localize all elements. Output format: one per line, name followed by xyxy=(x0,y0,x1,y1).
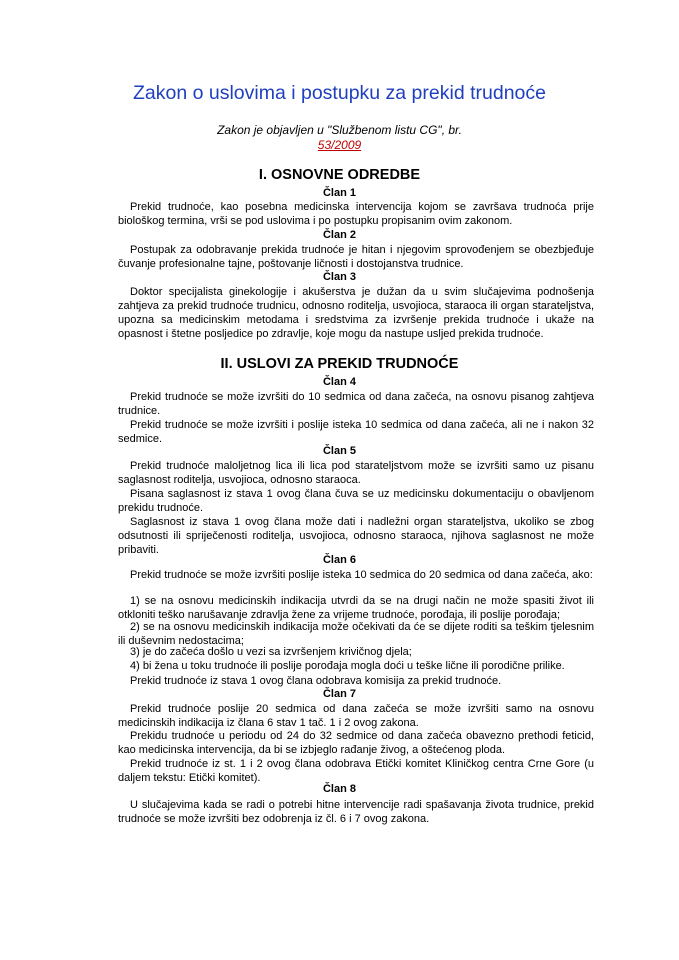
article-2-label: Član 2 xyxy=(322,229,356,241)
document-title: Zakon o uslovima i postupku za prekid trudnoće xyxy=(133,82,546,104)
article-2-paragraph: Postupak za odobravanje prekida trudnoće je hitan i njegovim sprovođenjem se obezbjeđuje čuvanje profesionalne tajne, poštovanje ličnosti i dostojanstva trudnice. xyxy=(118,244,594,270)
article-1-label: Član 1 xyxy=(322,187,356,199)
article-6-item-1: 1) se na osnovu medicinskih indikacija utvrdi da se na drugi način ne može spasiti život ili otkloniti teško narušavanje zdravlja žene za vrijeme trudnoće, porođaja, ili poslije porođaja; xyxy=(118,595,594,621)
article-3-paragraph: Doktor specijalista ginekologije i akušerstva je dužan da u svim slučajevima podnošenja zahtjeva za prekid trudnoće trudnicu, odnosno roditelja, usvojioca, staraoca ili organ starateljstva, upozna sa medicinskim metodama i sredstvima za izvršenje prekida trudnoće i ukaže na opasnost i štetne posljedice po zdravlje, koje mogu da nastupe usljed prekida trudnoće. xyxy=(118,286,594,340)
article-6-item-3: 3) je do začeća došlo u vezi sa izvršenjem krivičnog djela; xyxy=(130,646,412,658)
article-7-paragraph-3: Prekid trudnoće iz st. 1 i 2 ovog člana odobrava Etički komitet Kliničkog centra Crne Gore (u daljem tekstu: Etički komitet). xyxy=(118,758,594,784)
section-heading-2: II. USLOVI ZA PREKID TRUDNOĆE xyxy=(220,356,459,372)
article-5-paragraph-2: Pisana saglasnost iz stava 1 ovog člana čuva se uz medicinsku dokumentaciju o obavljenom prekidu trudnoće. xyxy=(118,488,594,514)
article-4-paragraph-1: Prekid trudnoće se može izvršiti do 10 sedmica od dana začeća, na osnovu pisanog zahtjeva trudnice. xyxy=(118,391,594,417)
publication-reference-link[interactable]: 53/2009 xyxy=(317,138,362,152)
publication-note: Zakon je objavljen u "Službenom listu CG", br. xyxy=(217,123,462,137)
article-5-paragraph-3: Saglasnost iz stava 1 ovog člana može dati i nadležni organ starateljstva, ukoliko se zbog odsutnosti ili spriječenosti roditelja, usvojioca, odnosno staraoca, njihova saglasnost ne može pribaviti. xyxy=(118,516,594,556)
article-6-paragraph-1: Prekid trudnoće se može izvršiti poslije isteka 10 sedmica do 20 sedmica od dana začeća, ako: xyxy=(130,569,593,581)
article-8-paragraph: U slučajevima kada se radi o potrebi hitne intervencije radi spašavanja života trudnice, prekid trudnoće se može izvršiti bez odobrenja iz čl. 6 i 7 ovog zakona. xyxy=(118,799,594,825)
article-7-label: Član 7 xyxy=(322,688,356,700)
article-6-item-2: 2) se na osnovu medicinskih indikacija može očekivati da će se dijete roditi sa teškim tjelesnim ili duševnim nedostacima; xyxy=(118,621,594,647)
article-1-paragraph: Prekid trudnoće, kao posebna medicinska intervencija kojom se završava trudnoća prije biološkog termina, vrši se pod uslovima i po postupku propisanim ovim zakonom. xyxy=(118,201,594,227)
section-heading-1: I. OSNOVNE ODREDBE xyxy=(258,167,421,183)
article-7-paragraph-2: Prekidu trudnoće u periodu od 24 do 32 sedmice od dana začeća obavezno prethodi feticid, kao medicinska intervencija, da bi se izbjeglo rađanje živog, a oštećenog ploda. xyxy=(118,730,594,756)
article-4-label: Član 4 xyxy=(322,376,356,388)
article-3-label: Član 3 xyxy=(322,271,356,283)
article-6-label: Član 6 xyxy=(322,554,356,566)
article-6-item-4: 4) bi žena u toku trudnoće ili poslije porođaja mogla doći u teške lične ili porodične prilike. xyxy=(130,660,565,672)
article-8-label: Član 8 xyxy=(322,783,356,795)
article-6-paragraph-2: Prekid trudnoće iz stava 1 ovog člana odobrava komisija za prekid trudnoće. xyxy=(130,675,502,687)
article-7-paragraph-1: Prekid trudnoće poslije 20 sedmica od dana začeća se može izvršiti samo na osnovu medicinskih indikacija iz člana 6 stav 1 tač. 1 i 2 ovog zakona. xyxy=(118,703,594,729)
article-5-label: Član 5 xyxy=(322,445,356,457)
article-5-paragraph-1: Prekid trudnoće maloljetnog lica ili lica pod starateljstvom može se izvršiti samo uz pisanu saglasnost roditelja, usvojioca, odnosno staraoca. xyxy=(118,460,594,486)
article-4-paragraph-2: Prekid trudnoće se može izvršiti i poslije isteka 10 sedmica od dana začeća, ali ne i nakon 32 sedmice. xyxy=(118,419,594,445)
